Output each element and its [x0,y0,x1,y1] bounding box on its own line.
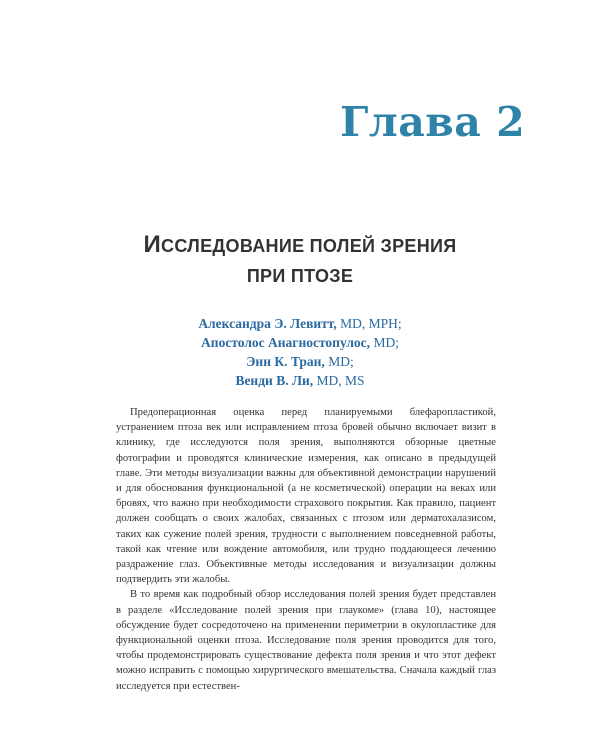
paragraph: Предоперационная оценка перед планируемыми блефаропластикой, устранением птоза век или исправлением птоза бровей обычно включает визит в клинику, где исследуются поля зрения, выполняются обзорные цветные фотографии и проводятся клинические измерения, как описано в предыдущей главе. Эти методы визуализации важны для объективной демонстрации нарушений и для обоснования функциональной (а не косметической) операции на веках или бровях, что важно при необходимости страхового покрытия. Как правило, пациент должен сообщать о своих жалобах, связанных с птозом или дерматохалазисом, таких как сужение полей зрения, трудности с выполнением повседневной работы, такой как чтение или вождение автомобиля, или трудно поддающееся лечению раздражение глаз. Объективные методы исследования и визуализации должны подтвердить эти жалобы. [116,407,496,586]
author-degrees: MD; [324,354,354,369]
author-name: Апостолос Анагностопулос, [201,335,371,350]
author [60,352,540,371]
title-line-2: ПРИ ПТОЗЕ [246,266,354,286]
title-line-1 [60,230,540,261]
author-name: Энн К. Тран, [246,354,325,369]
author-degrees: MD, MS [313,373,365,388]
author-degrees: MD; [370,335,399,350]
chapter-title [60,230,540,291]
author [60,333,540,352]
body-text [116,405,496,694]
author [60,371,540,390]
paragraph: В то время как подробный обзор исследования полей зрения будет представлен в разделе «Исследование полей зрения при глаукоме» (глава 10), настоящее обсуждение будет сосредоточено на применении периметрии в окулопластике для функциональной оценки птоза. Исследование поля зрения проводится для того, чтобы продемонстрировать существование дефекта поля зрения и что этот дефект можно исправить с помощью хирургического вмешательства. Сначала каждый глаз исследуется при естествен- [116,589,496,692]
author [60,314,540,333]
author-name: Венди В. Ли, [235,373,314,388]
author-name: Александра Э. Левитт, [198,316,337,331]
title-initial: И [143,231,162,258]
chapter-heading: Глава 2 [340,98,526,146]
author-list [60,314,540,390]
title-line-1-rest: ССЛЕДОВАНИЕ ПОЛЕЙ ЗРЕНИЯ [161,236,457,256]
author-degrees: MD, MPH; [336,316,402,331]
